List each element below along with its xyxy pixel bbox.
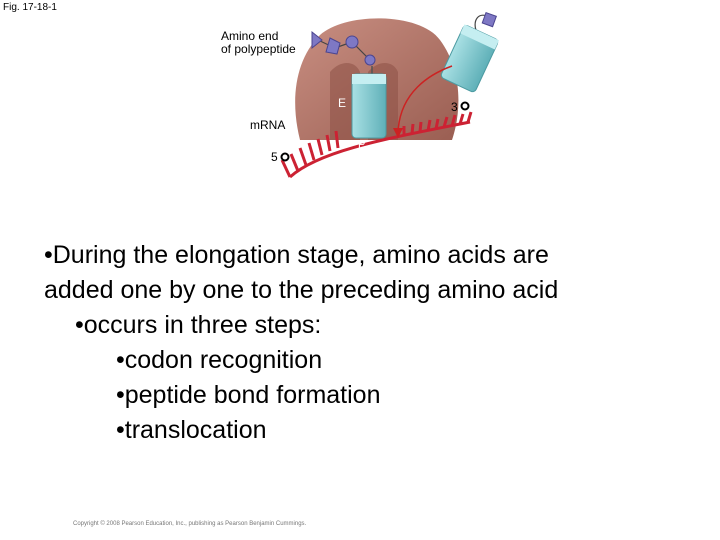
translation-elongation-diagram	[0, 0, 720, 200]
p-site-label-top: P	[358, 139, 366, 151]
amino-end-label-line2: of polypeptide	[221, 42, 296, 56]
e-site-label: E	[338, 96, 347, 110]
bullet-list	[44, 238, 714, 448]
amino-end-label-line1: Amino end	[221, 29, 279, 43]
p-site-label-bottom: site	[349, 150, 367, 162]
bullet-line: added one by one to the preceding amino acid	[44, 276, 559, 304]
bullet-line: •During the elongation stage, amino acids are	[44, 241, 549, 269]
bullet-line: •peptide bond formation	[116, 381, 381, 409]
a-site-label-top: A	[382, 141, 390, 153]
bullet-line: •codon recognition	[116, 346, 323, 374]
trna-p-site	[352, 66, 386, 138]
bullet-line: •translocation	[116, 416, 267, 444]
amino-acid-4	[365, 55, 375, 65]
five-prime-label: 5	[271, 150, 278, 164]
figure-label: Fig. 17-18-1	[3, 2, 57, 13]
three-prime-circle	[462, 103, 469, 110]
amino-acid-3	[346, 36, 358, 48]
mrna-label: mRNA	[250, 118, 286, 132]
three-prime-label: 3	[451, 100, 458, 114]
five-prime-circle	[282, 154, 289, 161]
a-site-label-bottom: site	[374, 152, 392, 164]
amino-end-label	[221, 30, 296, 56]
bullet-line: •occurs in three steps:	[75, 311, 322, 339]
copyright-notice: Copyright © 2008 Pearson Education, Inc., publishing as Pearson Benjamin Cummings.	[73, 521, 307, 527]
